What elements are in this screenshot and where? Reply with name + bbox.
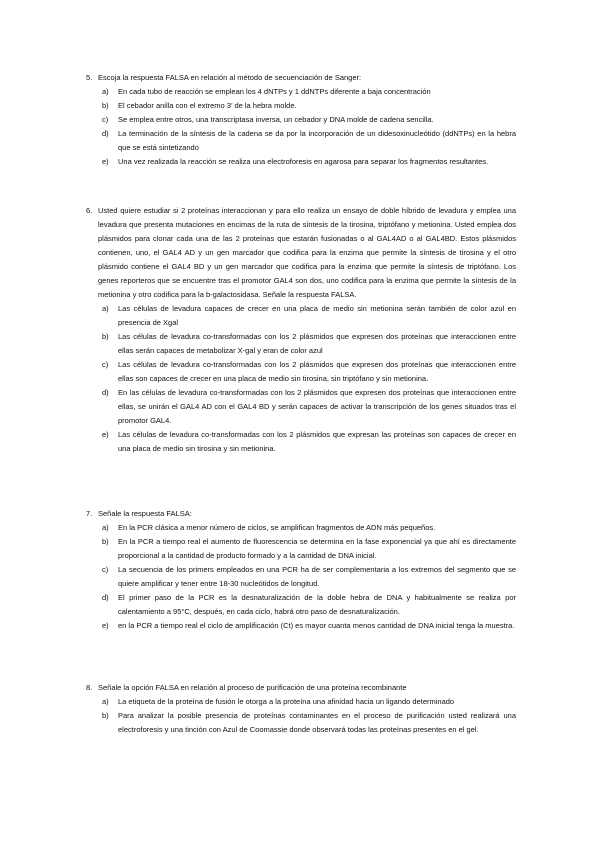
question-header <box>86 204 516 302</box>
option-text: En la PCR clásica a menor número de ciclos, se amplifican fragmentos de ADN más pequeños. <box>118 523 436 532</box>
option-text: Se emplea entre otros, una transcriptasa inversa, un cebador y DNA molde de cadena sencilla. <box>118 115 434 124</box>
option-e <box>86 619 516 633</box>
option-letter: c) <box>102 360 109 369</box>
option-letter: b) <box>102 537 109 546</box>
question-number: 5. <box>86 73 93 82</box>
option-e <box>86 155 516 169</box>
question-6 <box>86 204 516 456</box>
option-text: en la PCR a tiempo real el ciclo de amplificación (Ct) es mayor cuanta menos cantidad de DNA inicial tenga la muestra. <box>118 621 515 630</box>
option-b <box>86 709 516 737</box>
option-d <box>86 127 516 155</box>
option-text: Las células de levadura co-transformadas con los 2 plásmidos que expresan las proteínas son capaces de crecer en una placa de medio sin tirosina y sin metionina. <box>118 430 516 453</box>
question-stem: Señale la respuesta FALSA: <box>98 509 192 518</box>
option-text: Para analizar la posible presencia de proteínas contaminantes en el proceso de purificación usted realizará una electroforesis y una tinción con Azul de Coomassie donde observará todas las proteínas presentes en el gel. <box>118 711 516 734</box>
option-b <box>86 535 516 563</box>
option-e <box>86 428 516 456</box>
option-letter: a) <box>102 304 109 313</box>
option-text: La terminación de la síntesis de la cadena se da por la incorporación de un didesoxinucleótido (ddNTPs) en la hebra que se está sintetizando <box>118 129 516 152</box>
option-letter: e) <box>102 157 109 166</box>
option-letter: e) <box>102 430 109 439</box>
question-number: 7. <box>86 509 93 518</box>
option-b <box>86 99 516 113</box>
answer-options <box>86 695 516 737</box>
answer-options <box>86 302 516 456</box>
answer-options <box>86 85 516 169</box>
option-a <box>86 521 516 535</box>
option-letter: d) <box>102 129 109 138</box>
option-c <box>86 113 516 127</box>
option-letter: b) <box>102 332 109 341</box>
option-a <box>86 695 516 709</box>
option-text: En la PCR a tiempo real el aumento de fluorescencia se determina en la fase exponencial ya que ahí es directamente proporcional a la cantidad de producto formado y a la cantidad de DNA inicial. <box>118 537 516 560</box>
option-letter: b) <box>102 101 109 110</box>
option-d <box>86 386 516 428</box>
option-text: Las células de levadura capaces de crecer en una placa de medio sin metionina serán también de color azul en presencia de Xgal <box>118 304 516 327</box>
question-header <box>86 71 516 85</box>
question-number: 6. <box>86 206 93 215</box>
option-b <box>86 330 516 358</box>
question-stem: Usted quiere estudiar si 2 proteínas interaccionan y para ello realiza un ensayo de doble híbrido de levadura y emplea una levadura que presenta mutaciones en encimas de la ruta de síntesis de la tirosina, triptófano y metionina. Usted emplea dos plásmidos para clonar cada una de las 2 proteínas que estarán fusionadas o al GAL4AD o al GAL4BD. Estos plásmidos contienen, uno, el GAL4 AD y un gen marcador que codifica para la enzima que permite la síntesis de tirosina y el otro plásmido contiene el GAL4 BD y un gen marcador que codifica para la enzima que permite la síntesis de triptófano. Los genes reporteros que se encuentre tras el promotor GAL4 son dos, uno codifica para la enzima que permite la síntesis de la metionina y otro codifica para la b-galactosidasa. Señale la respuesta FALSA. <box>98 206 516 299</box>
option-letter: a) <box>102 87 109 96</box>
option-c <box>86 563 516 591</box>
option-letter: a) <box>102 697 109 706</box>
question-header <box>86 507 516 521</box>
question-header <box>86 681 516 695</box>
option-letter: e) <box>102 621 109 630</box>
option-c <box>86 358 516 386</box>
option-text: El cebador anilla con el extremo 3’ de la hebra molde. <box>118 101 297 110</box>
option-text: La etiqueta de la proteína de fusión le otorga a la proteína una afinidad hacia un ligando determinado <box>118 697 455 706</box>
question-8 <box>86 681 516 737</box>
answer-options <box>86 521 516 633</box>
option-text: En las células de levadura co-transformadas con los 2 plásmidos que expresen dos proteínas que interaccionen entre ellas, se unirán el GAL4 AD con el GAL4 BD y serán capaces de activar la transcripción de los genes situados tras el promotor GAL4. <box>118 388 516 425</box>
question-stem: Señale la opción FALSA en relación al proceso de purificación de una proteína recombinante <box>98 683 407 692</box>
option-letter: d) <box>102 593 109 602</box>
option-text: La secuencia de los primers empleados en una PCR ha de ser complementaria a los extremos del segmento que se quiere amplificar y tener entre 18-30 nucleótidos de longitud. <box>118 565 516 588</box>
option-text: El primer paso de la PCR es la desnaturalización de la doble hebra de DNA y habitualmente se realiza por calentamiento a 95°C, después, en cada ciclo, habrá otro paso de desnaturalización. <box>118 593 516 616</box>
option-text: Una vez realizada la reacción se realiza una electroforesis en agarosa para separar los fragmentos resultantes. <box>118 157 489 166</box>
option-a <box>86 85 516 99</box>
question-5 <box>86 71 516 169</box>
option-letter: a) <box>102 523 109 532</box>
question-stem: Escoja la respuesta FALSA en relación al método de secuenciación de Sanger: <box>98 73 362 82</box>
option-letter: d) <box>102 388 109 397</box>
option-d <box>86 591 516 619</box>
option-text: Las células de levadura co-transformadas con los 2 plásmidos que expresen dos proteínas que interaccionen entre ellas serán capaces de metabolizar X-gal y eran de color azul <box>118 332 516 355</box>
option-letter: b) <box>102 711 109 720</box>
option-a <box>86 302 516 330</box>
option-letter: c) <box>102 565 109 574</box>
option-letter: c) <box>102 115 109 124</box>
question-number: 8. <box>86 683 93 692</box>
option-text: Las células de levadura co-transformadas con los 2 plásmidos que expresen dos proteínas que interaccionen entre ellas son capaces de crecer en una placa de medio sin tirosina, sin triptófano y sin metionina. <box>118 360 516 383</box>
question-7 <box>86 507 516 633</box>
option-text: En cada tubo de reacción se emplean los 4 dNTPs y 1 ddNTPs diferente a baja concentración <box>118 87 431 96</box>
